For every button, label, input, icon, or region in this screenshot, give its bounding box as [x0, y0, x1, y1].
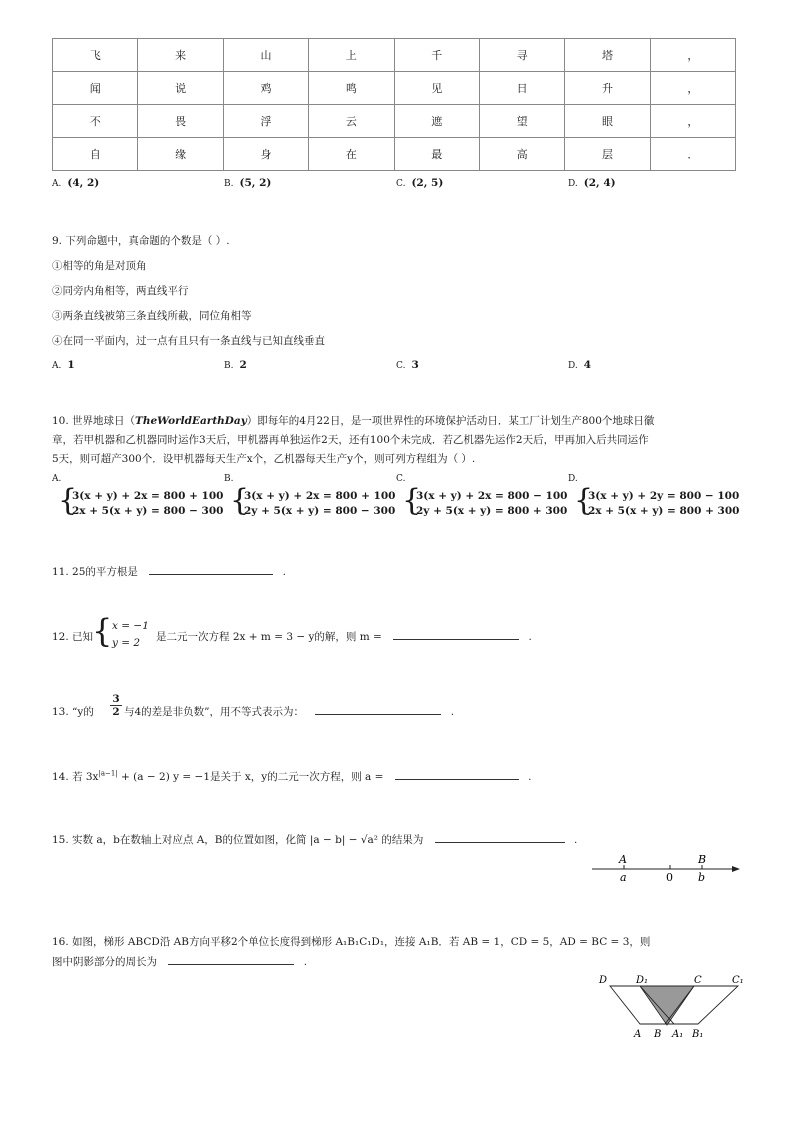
label-D: D: [599, 975, 608, 986]
q12-text: 是二元一次方程 2x + m = 3 − y的解，则 m =: [156, 631, 382, 643]
q15-period: .: [574, 834, 578, 846]
option-value: 3: [411, 359, 419, 371]
table-cell: 见: [394, 72, 479, 105]
option-label: D.: [568, 179, 578, 189]
q13-rest: [124, 704, 454, 719]
option-label: D.: [568, 361, 578, 371]
option-label: C.: [396, 179, 406, 189]
option-value: 1: [67, 359, 75, 371]
option-d: [568, 177, 616, 189]
table-cell: 闻: [53, 72, 138, 105]
table-cell: ，: [650, 105, 735, 138]
option-value: (2, 4): [583, 177, 616, 189]
equation-system: [72, 490, 223, 517]
option-label: D.: [568, 474, 578, 484]
table-cell: 升: [565, 72, 650, 105]
equation-1: 3(x + y) + 2x = 800 + 100: [72, 490, 224, 502]
q16-line-2: [52, 954, 307, 969]
option-value: (2, 5): [411, 177, 444, 189]
q13-fraction: [110, 693, 122, 718]
q15-answer-blank[interactable]: [435, 842, 565, 843]
label-D1: D₁: [636, 975, 649, 986]
table-cell: 高: [479, 138, 564, 171]
label-C: C: [694, 975, 702, 986]
table-cell: 山: [223, 39, 308, 72]
q14: [52, 769, 531, 784]
q12-rest: [156, 629, 532, 644]
q10-line-1: [52, 413, 654, 428]
table-row: [53, 105, 736, 138]
table-cell: ，: [650, 72, 735, 105]
option-label: C.: [396, 474, 406, 484]
q12-eq2: y = 2: [112, 637, 141, 649]
equation-system: [588, 490, 739, 517]
table-cell: 日: [479, 72, 564, 105]
q11-text: 11. 25的平方根是: [52, 566, 138, 578]
q9-item-2: ②同旁内角相等，两直线平行: [52, 285, 189, 297]
option-value: (4, 2): [67, 177, 100, 189]
option-label: B.: [224, 361, 234, 371]
arrow-right-icon: [732, 866, 740, 872]
q12-eq1: x = −1: [112, 620, 149, 632]
option-d: [568, 359, 591, 371]
q13-answer-blank[interactable]: [315, 714, 441, 715]
label-A: A: [634, 1029, 642, 1040]
q11-period: .: [282, 566, 286, 578]
q9-item-3: ③两条直线被第三条直线所截，同位角相等: [52, 310, 252, 322]
option-label: B.: [224, 179, 234, 189]
table-cell: 寻: [479, 39, 564, 72]
table-row: [53, 39, 736, 72]
option-a: [52, 177, 99, 189]
q9-item-1: ①相等的角是对顶角: [52, 260, 147, 272]
table-cell: 说: [138, 72, 223, 105]
table-cell: 畏: [138, 105, 223, 138]
table-cell: 望: [479, 105, 564, 138]
q13-period: .: [450, 706, 455, 718]
table-cell: 千: [394, 39, 479, 72]
option-c: [396, 177, 443, 189]
equation-2: 2y + 5(x + y) = 800 − 300: [244, 505, 396, 517]
q11-answer-blank[interactable]: [149, 574, 273, 575]
option-label: A.: [52, 179, 62, 189]
label-a: a: [620, 871, 627, 884]
q9-item-4: ④在同一平面内，过一点有且只有一条直线与已知直线垂直: [52, 335, 325, 347]
option-c: [396, 359, 419, 371]
q11: [52, 564, 286, 579]
q12-brace: {: [92, 612, 113, 650]
brace-icon: {: [402, 483, 422, 518]
table-cell: 眼: [565, 105, 650, 138]
q16-text: 图中阴影部分的周长为: [52, 956, 157, 968]
table-cell: 浮: [223, 105, 308, 138]
q15: [52, 832, 577, 847]
table-cell: 上: [309, 39, 394, 72]
q9-stem: 9. 下列命题中，真命题的个数是（ ）.: [52, 235, 230, 247]
brace-icon: {: [230, 483, 250, 518]
table-row: [53, 72, 736, 105]
shaded-region: [640, 986, 694, 1025]
table-cell: 飞: [53, 39, 138, 72]
q12-period: .: [528, 631, 532, 643]
poem-grid-table: [52, 38, 736, 171]
option-a: [52, 359, 75, 371]
q13-denominator: 2: [110, 705, 122, 718]
table-cell: 缘: [138, 138, 223, 171]
q14-text: + (a − 2) y = −1是关于 x，y的二元一次方程，则 a =: [121, 771, 384, 783]
label-point-A: A: [619, 853, 627, 866]
option-value: 2: [239, 359, 247, 371]
q13-numerator: 3: [112, 693, 120, 705]
label-zero: 0: [666, 871, 673, 884]
equation-2: 2x + 5(x + y) = 800 − 300: [72, 505, 224, 517]
trapezoid-figure: [594, 968, 750, 1042]
q10-line1-rest: ）即每年的4月22日，是一项世界性的环境保护活动日．某工厂计划生产800个地球日徽: [246, 415, 655, 427]
q12-answer-blank[interactable]: [393, 639, 519, 640]
table-cell: 来: [138, 39, 223, 72]
table-cell: 不: [53, 105, 138, 138]
table-cell: 云: [309, 105, 394, 138]
brace-icon: {: [58, 483, 78, 518]
equation-2: 2y + 5(x + y) = 800 + 300: [416, 505, 568, 517]
option-b: [224, 359, 247, 371]
option-value: 4: [583, 359, 592, 371]
table-row: [53, 138, 736, 171]
option-label: A.: [52, 474, 62, 484]
number-line-figure: [588, 850, 748, 886]
q14-exponent: |a−1|: [98, 769, 118, 778]
q16-answer-blank[interactable]: [168, 964, 294, 965]
table-cell: ．: [650, 138, 735, 171]
q12-prefix: 12. 已知: [52, 631, 94, 643]
q10-line-3: 5天，则可超产300个．设甲机器每天生产x个，乙机器每天生产y个，则可列方程组为（ ）.: [52, 453, 476, 465]
option-value: (5, 2): [239, 177, 272, 189]
equation-system: [244, 490, 395, 517]
table-cell: 鸣: [309, 72, 394, 105]
option-label: C.: [396, 361, 406, 371]
q14-prefix: 14. 若 3x: [52, 771, 99, 783]
option-label: B.: [224, 474, 234, 484]
q13-text: 与4的差是非负数”，用不等式表示为：: [124, 706, 305, 718]
q10-prefix: 10. 世界地球日（: [52, 415, 136, 427]
equation-system: [416, 490, 567, 517]
table-cell: 身: [223, 138, 308, 171]
label-point-B: B: [698, 853, 707, 866]
table-cell: 在: [309, 138, 394, 171]
label-B1: B₁: [692, 1029, 704, 1040]
q10-emphasis: TheWorldEarthDay: [135, 415, 247, 427]
q16-line-1: 16. 如图，梯形 ABCD沿 AB方向平移2个单位长度得到梯形 A₁B₁C₁D₁，连接 A₁B．若 AB = 1，CD = 5，AD = BC = 3，则: [52, 936, 651, 948]
table-cell: 层: [565, 138, 650, 171]
q13-prefix: 13. “y的: [52, 706, 94, 718]
equation-1: 3(x + y) + 2y = 800 − 100: [588, 490, 740, 502]
q15-text: 15. 实数 a，b在数轴上对应点 A，B的位置如图，化简 |a − b| − √a² 的结果为: [52, 834, 424, 846]
label-A1: A₁: [672, 1029, 684, 1040]
table-cell: 遮: [394, 105, 479, 138]
table-cell: 鸡: [223, 72, 308, 105]
equation-1: 3(x + y) + 2x = 800 − 100: [416, 490, 568, 502]
table-cell: 自: [53, 138, 138, 171]
brace-icon: {: [574, 483, 594, 518]
label-b: b: [698, 871, 706, 884]
option-label: A.: [52, 361, 62, 371]
label-C1: C₁: [732, 975, 744, 986]
table-cell: 塔: [565, 39, 650, 72]
table-cell: ，: [650, 39, 735, 72]
q14-answer-blank[interactable]: [395, 779, 519, 780]
table-cell: 最: [394, 138, 479, 171]
option-b: [224, 177, 271, 189]
q16-period: .: [303, 956, 308, 968]
equation-2: 2x + 5(x + y) = 800 + 300: [588, 505, 740, 517]
label-B: B: [654, 1029, 662, 1040]
q10-line-2: 章，若甲机器和乙机器同时运作3天后，甲机器再单独运作2天，还有100个未完成．若乙机器先运作2天后，甲再加入后共同运作: [52, 434, 649, 446]
equation-1: 3(x + y) + 2x = 800 + 100: [244, 490, 396, 502]
q14-period: .: [528, 771, 532, 783]
